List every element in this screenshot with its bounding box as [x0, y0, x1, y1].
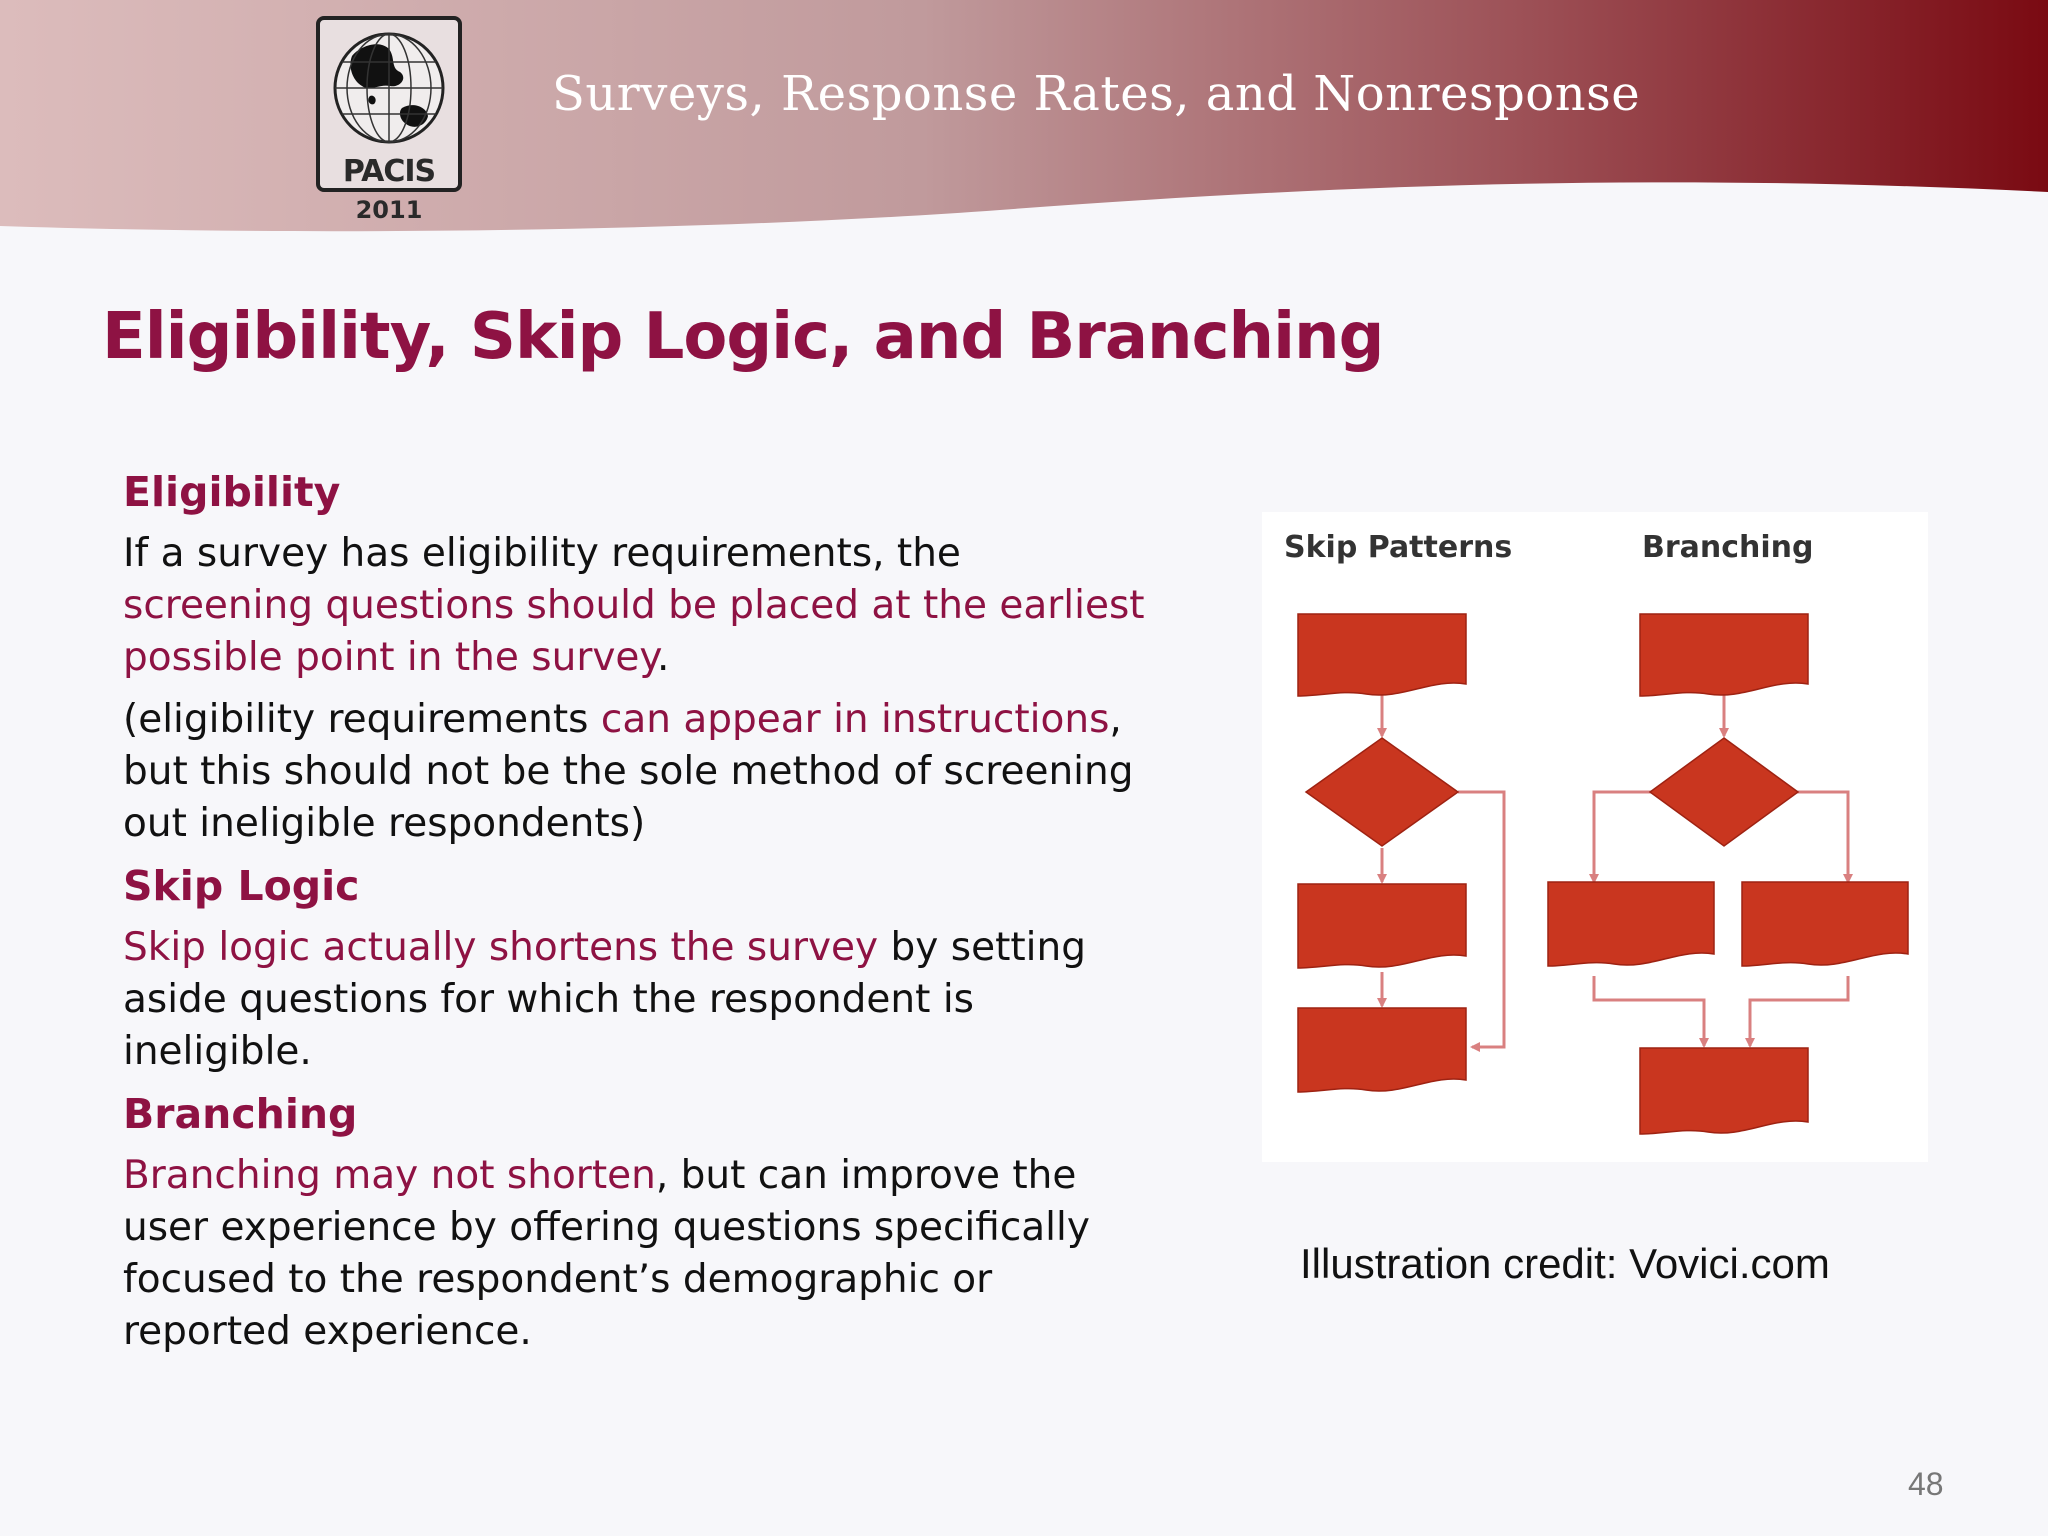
skip-process-box-1: [1298, 614, 1466, 696]
globe-icon: [330, 26, 448, 150]
branching-text-end: , but can improve the user experience by offering questions specifically focused to the respondent’s demographic or reported experience.: [123, 1153, 1090, 1354]
branch-process-box-merge: [1640, 1048, 1808, 1134]
logo-year: 2011: [355, 196, 423, 224]
eligibility-note-end: , but this should not be the sole method of screening out ineligible respondents): [123, 697, 1134, 846]
eligibility-text-plain: If a survey has eligibility requirements, the: [123, 531, 961, 576]
branch-process-box-left: [1548, 882, 1714, 966]
skip-logic-text-end: by setting aside questions for which the respondent is ineligible.: [123, 925, 1086, 1074]
branching-heading: Branching: [123, 1090, 358, 1138]
body-text: [123, 466, 1163, 1368]
eligibility-text-end: .: [656, 635, 670, 680]
skip-logic-paragraph: [123, 922, 1163, 1078]
eligibility-paragraph: [123, 528, 1163, 684]
skip-logic-highlight: Skip logic actually shortens the survey: [123, 925, 879, 970]
branch-process-box-1: [1640, 614, 1808, 696]
eligibility-heading: Eligibility: [123, 468, 341, 516]
flowchart-diagram: [1262, 512, 1928, 1162]
illustration-credit: Illustration credit: Vovici.com: [1300, 1240, 1830, 1287]
flowchart-illustration: [1262, 512, 1928, 1162]
eligibility-note-highlight: can appear in instructions: [600, 697, 1110, 742]
skip-process-box-2: [1298, 884, 1466, 968]
slide-title: Eligibility, Skip Logic, and Branching: [102, 300, 1384, 374]
eligibility-text-highlight: screening questions should be placed at the earliest possible point in the survey: [123, 583, 1145, 680]
branch-decision-diamond: [1650, 738, 1798, 846]
eligibility-note-start: (eligibility requirements: [123, 697, 601, 742]
branching-highlight: Branching may not shorten: [123, 1153, 656, 1198]
skip-decision-diamond: [1306, 738, 1458, 846]
skip-patterns-label: Skip Patterns: [1284, 530, 1513, 565]
eligibility-note: [123, 694, 1163, 850]
branching-paragraph: [123, 1150, 1163, 1358]
branch-process-box-right: [1742, 882, 1908, 966]
skip-process-box-3: [1298, 1008, 1466, 1092]
skip-logic-heading: Skip Logic: [123, 862, 360, 910]
conference-logo: [316, 16, 462, 192]
page-number: 48: [1908, 1466, 1944, 1502]
logo-name: PACIS: [342, 154, 436, 189]
presentation-title: Surveys, Response Rates, and Nonresponse: [552, 66, 1641, 122]
branching-label: Branching: [1642, 530, 1814, 565]
